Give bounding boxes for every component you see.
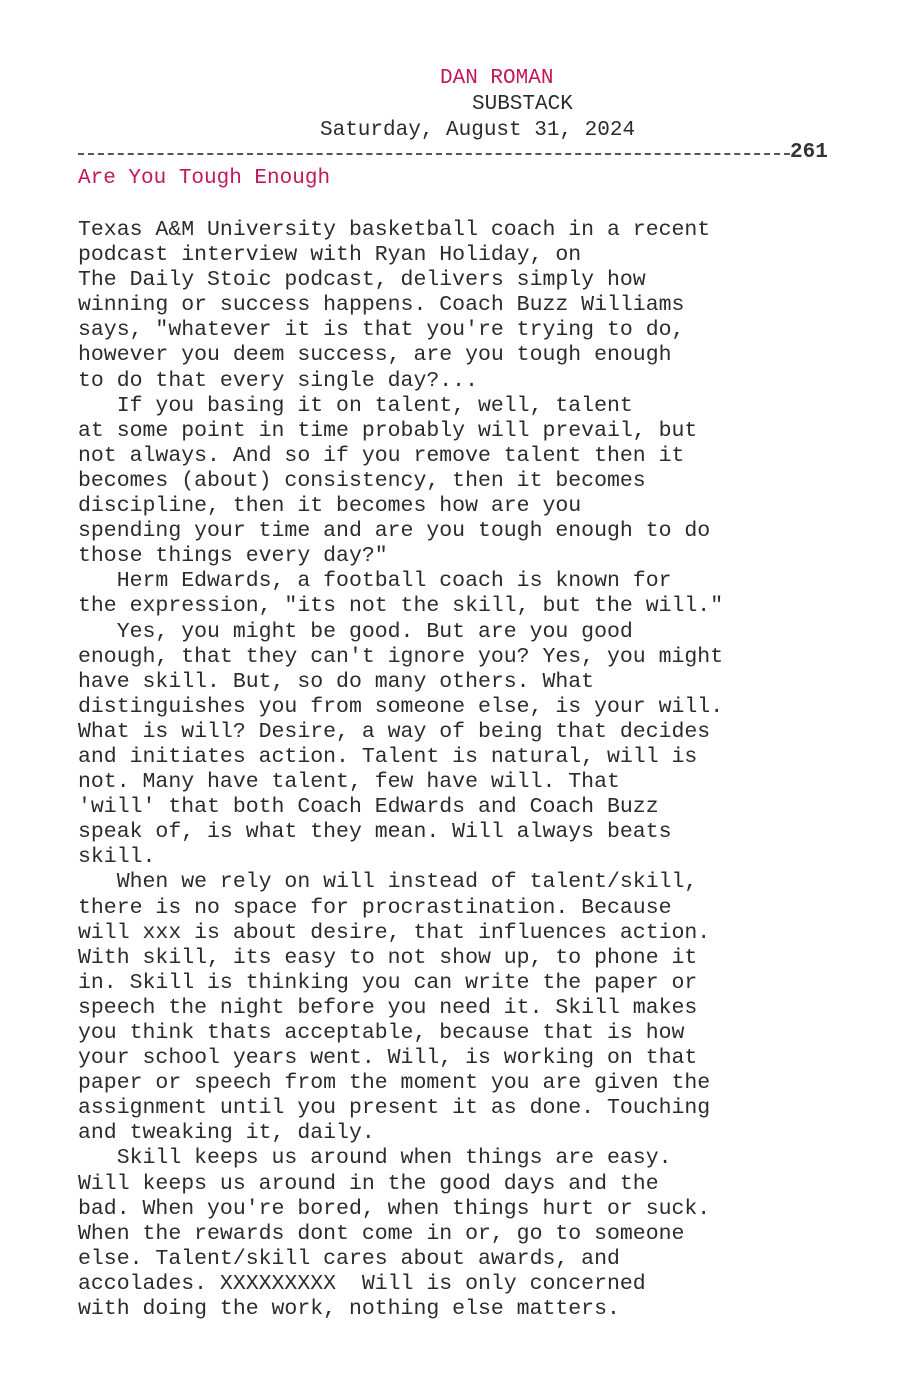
- text-line: not always. And so if you remove talent then it: [78, 443, 685, 468]
- text-line: with doing the work, nothing else matters.: [78, 1297, 620, 1322]
- publication-name: SUBSTACK: [472, 93, 573, 116]
- text-line: bad. When you're bored, when things hurt or suck.: [78, 1196, 711, 1221]
- text-line: What is will? Desire, a way of being that decides: [78, 719, 711, 744]
- text-line: in. Skill is thinking you can write the paper or: [78, 970, 698, 995]
- text-line: Herm Edwards, a football coach is known for: [78, 569, 672, 594]
- text-line: have skill. But, so do many others. What: [78, 669, 595, 694]
- text-line: discipline, then it becomes how are you: [78, 494, 582, 519]
- article-body: [78, 218, 878, 1322]
- text-line: to do that every single day?...: [78, 368, 478, 393]
- text-line: podcast interview with Ryan Holiday, on: [78, 243, 582, 268]
- text-line: else. Talent/skill cares about awards, and: [78, 1246, 620, 1271]
- page-number: 261: [790, 141, 828, 164]
- text-line: not. Many have talent, few have will. That: [78, 770, 620, 795]
- text-line: becomes (about) consistency, then it becomes: [78, 468, 646, 493]
- text-line: you think thats acceptable, because that is how: [78, 1021, 685, 1045]
- text-line: paper or speech from the moment you are given the: [78, 1071, 711, 1096]
- text-line: and tweaking it, daily.: [78, 1121, 375, 1146]
- text-line: winning or success happens. Coach Buzz Williams: [78, 293, 685, 318]
- text-line: With skill, its easy to not show up, to phone it: [78, 945, 698, 970]
- text-line: Texas A&M University basketball coach in a recent: [78, 218, 711, 242]
- text-line: When we rely on will instead of talent/skill,: [78, 870, 698, 895]
- dashed-divider: [78, 153, 790, 155]
- text-line: 'will' that both Coach Edwards and Coach Buzz: [78, 795, 659, 820]
- author-name: DAN ROMAN: [440, 67, 554, 90]
- text-line: Will keeps us around in the good days and the: [78, 1171, 659, 1196]
- text-line: If you basing it on talent, well, talent: [78, 393, 633, 418]
- text-line: will xxx is about desire, that influences action.: [78, 920, 711, 945]
- text-line: and initiates action. Talent is natural, will is: [78, 744, 698, 769]
- text-line: speak of, is what they mean. Will always beats: [78, 820, 672, 845]
- text-line: distinguishes you from someone else, is your will.: [78, 694, 724, 719]
- text-line: Yes, you might be good. But are you good: [78, 619, 633, 644]
- text-line: there is no space for procrastination. Because: [78, 895, 672, 920]
- text-line: enough, that they can't ignore you? Yes, you might: [78, 644, 724, 669]
- publication-date: Saturday, August 31, 2024: [320, 119, 636, 142]
- text-line: at some point in time probably will prevail, but: [78, 418, 698, 443]
- text-line: spending your time and are you tough enough to do: [78, 519, 711, 544]
- text-line: assignment until you present it as done. Touching: [78, 1096, 711, 1121]
- text-line: however you deem success, are you tough enough: [78, 343, 672, 368]
- article-title: Are You Tough Enough: [78, 167, 331, 190]
- text-line: speech the night before you need it. Skill makes: [78, 995, 698, 1020]
- text-line: The Daily Stoic podcast, delivers simply how: [78, 268, 646, 293]
- header-rule: [78, 140, 838, 166]
- text-line: Skill keeps us around when things are easy.: [78, 1146, 672, 1171]
- text-line: the expression, "its not the skill, but the will.": [78, 594, 724, 619]
- text-line: your school years went. Will, is working on that: [78, 1046, 698, 1071]
- text-line: says, "whatever it is that you're trying to do,: [78, 318, 685, 343]
- text-line: skill.: [78, 845, 156, 870]
- text-line: accolades. XXXXXXXXX Will is only concerned: [78, 1271, 646, 1296]
- text-line: When the rewards dont come in or, go to someone: [78, 1221, 685, 1246]
- text-line: those things every day?": [78, 544, 388, 569]
